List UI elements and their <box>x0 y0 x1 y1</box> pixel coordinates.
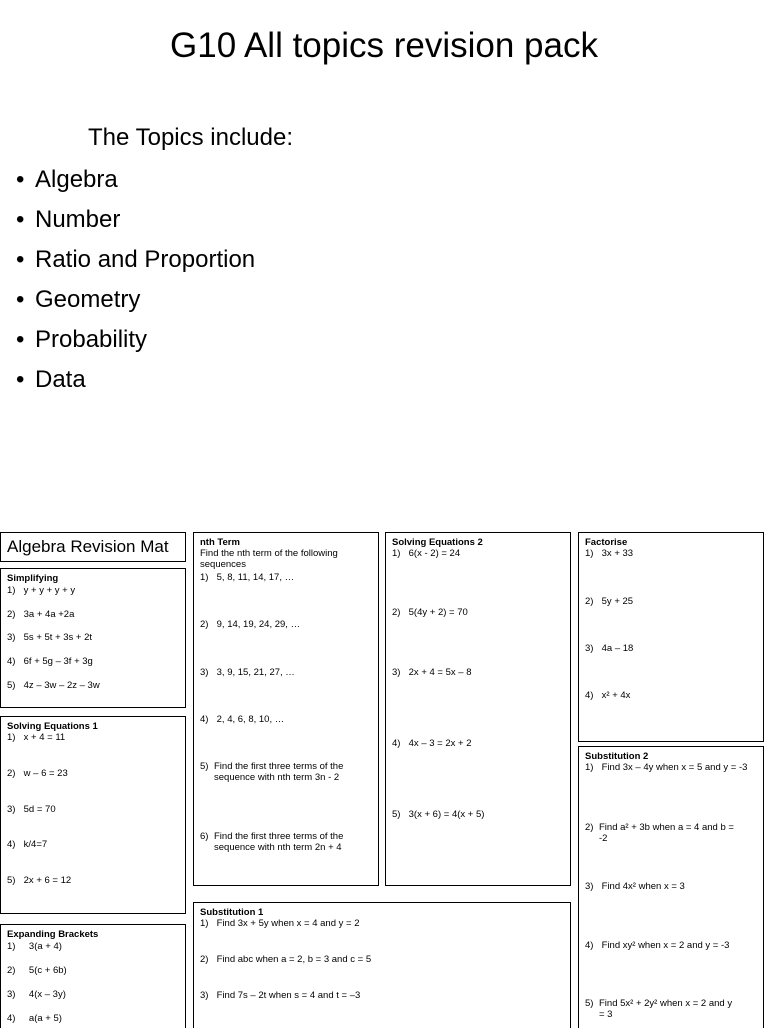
list-item: 1) Find 3x – 4y when x = 5 and y = -3 <box>585 762 748 773</box>
list-item: 4) 2, 4, 6, 8, 10, … <box>200 714 285 725</box>
list-item: 4) x² + 4x <box>585 690 631 701</box>
list-item: 3) 4(x – 3y) <box>7 989 66 1000</box>
list-item: 2) 5y + 25 <box>585 596 634 607</box>
list-item: 3) 5d = 70 <box>7 804 56 815</box>
list-item: 2) 9, 14, 19, 24, 29, … <box>200 619 301 630</box>
substitution-2-box <box>578 746 764 1028</box>
topics-list <box>16 162 255 402</box>
list-item: 5) 2x + 6 = 12 <box>7 875 72 886</box>
list-item: 3) Find 4x² when x = 3 <box>585 881 685 892</box>
list-item: 5) 4z – 3w – 2z – 3w <box>7 680 100 691</box>
solving-equations-1-box <box>0 716 186 914</box>
list-item: 5) Find 5x² + 2y² when x = 2 and y = 3 <box>585 998 733 1020</box>
simplifying-box <box>0 568 186 708</box>
list-item: 1) x + 4 = 11 <box>7 732 66 743</box>
list-item: • Geometry <box>16 286 141 313</box>
list-item: 1) 3x + 33 <box>585 548 634 559</box>
substitution-1-heading: Substitution 1 <box>200 907 264 918</box>
topics-intro: The Topics include: <box>88 124 294 151</box>
solving-equations-2-heading: Solving Equations 2 <box>392 537 483 548</box>
list-item: 1) 3(a + 4) <box>7 941 62 952</box>
nth-term-box <box>193 532 379 886</box>
revision-mat-title: Algebra Revision Mat <box>0 532 186 562</box>
nth-term-instructions: Find the nth term of the following sequences <box>200 548 338 570</box>
list-item: 2) Find a² + 3b when a = 4 and b = -2 <box>585 822 734 844</box>
list-item: 2) 3a + 4a +2a <box>7 609 75 620</box>
list-item: • Data <box>16 366 86 393</box>
list-item: 2) Find abc when a = 2, b = 3 and c = 5 <box>200 954 372 965</box>
list-item: 1) Find 3x + 5y when x = 4 and y = 2 <box>200 918 360 929</box>
list-item: 2) 5(4y + 2) = 70 <box>392 607 468 618</box>
list-item: • Probability <box>16 326 148 353</box>
list-item: 5) Find the first three terms of the sequence with nth term 3n - 2 <box>200 761 344 783</box>
list-item: 4) k/4=7 <box>7 839 48 850</box>
expanding-brackets-box <box>0 924 186 1028</box>
list-item: 4) Find xy² when x = 2 and y = -3 <box>585 940 730 951</box>
list-item: 6) Find the first three terms of the sequence with nth term 2n + 4 <box>200 831 344 853</box>
list-item: 3) 4a – 18 <box>585 643 634 654</box>
list-item: 3) 5s + 5t + 3s + 2t <box>7 632 93 643</box>
list-item: • Algebra <box>16 166 118 193</box>
page-title: G10 All topics revision pack <box>170 26 598 65</box>
factorise-heading: Factorise <box>585 537 628 548</box>
substitution-2-heading: Substitution 2 <box>585 751 649 762</box>
list-item: 3) 3, 9, 15, 21, 27, … <box>200 667 295 678</box>
list-item: 1) 5, 8, 11, 14, 17, … <box>200 572 295 583</box>
list-item: • Ratio and Proportion <box>16 246 256 273</box>
simplifying-heading: Simplifying <box>7 573 59 584</box>
factorise-box <box>578 532 764 742</box>
list-item: 3) 2x + 4 = 5x – 8 <box>392 667 472 678</box>
list-item: 1) y + y + y + y <box>7 585 76 596</box>
list-item: 4) 4x – 3 = 2x + 2 <box>392 738 472 749</box>
solving-equations-2-box <box>385 532 571 886</box>
expanding-brackets-heading: Expanding Brackets <box>7 929 99 940</box>
nth-term-heading: nth Term <box>200 537 240 548</box>
list-item: 2) 5(c + 6b) <box>7 965 67 976</box>
substitution-1-box <box>193 902 571 1028</box>
solving-equations-1-heading: Solving Equations 1 <box>7 721 98 732</box>
list-item: • Number <box>16 206 121 233</box>
list-item: 5) 3(x + 6) = 4(x + 5) <box>392 809 485 820</box>
list-item: 4) 6f + 5g – 3f + 3g <box>7 656 93 667</box>
list-item: 4) a(a + 5) <box>7 1013 62 1024</box>
list-item: 1) 6(x - 2) = 24 <box>392 548 461 559</box>
list-item: 2) w – 6 = 23 <box>7 768 68 779</box>
list-item: 3) Find 7s – 2t when s = 4 and t = –3 <box>200 990 361 1001</box>
